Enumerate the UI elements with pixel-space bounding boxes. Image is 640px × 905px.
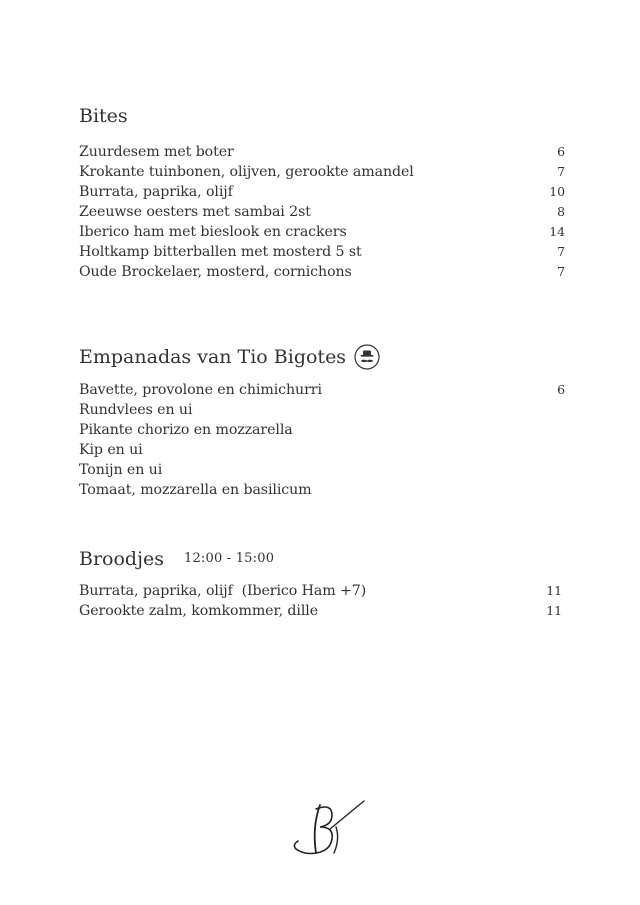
broodjes-list (79, 581, 562, 621)
item-price: 10 (549, 184, 565, 199)
empanadas-title (79, 344, 565, 370)
item-price: 14 (549, 224, 565, 239)
menu-item (79, 440, 565, 460)
menu-item (79, 581, 562, 601)
menu-item (79, 202, 565, 222)
menu-item (79, 460, 565, 480)
item-name: Holtkamp bitterballen met mosterd 5 st (79, 244, 362, 260)
item-price: 6 (557, 144, 565, 159)
item-name: Burrata, paprika, olijf (Iberico Ham +7) (79, 583, 367, 599)
item-name: Zuurdesem met boter (79, 144, 234, 160)
broodjes-section (79, 547, 562, 621)
item-name: Krokante tuinbonen, olijven, gerookte amandel (79, 164, 414, 180)
menu-item (79, 380, 565, 400)
item-price: 7 (557, 164, 565, 179)
item-name: Gerookte zalm, komkommer, dille (79, 603, 319, 619)
broodjes-title-text: Broodjes (79, 548, 164, 570)
menu-item (79, 400, 565, 420)
menu-item (79, 480, 565, 500)
broodjes-hours: 12:00 - 15:00 (183, 551, 275, 566)
menu-item (79, 242, 565, 262)
item-name: Iberico ham met bieslook en crackers (79, 224, 347, 240)
empanadas-title-text: Empanadas van Tio Bigotes (79, 346, 347, 368)
item-name: Oude Brockelaer, mosterd, cornichons (79, 264, 352, 280)
item-name: Rundvlees en ui (79, 402, 193, 418)
broodjes-title (79, 547, 562, 571)
item-name: Tonijn en ui (79, 462, 163, 478)
tio-bigotes-logo-icon (354, 344, 380, 370)
item-name: Bavette, provolone en chimichurri (79, 382, 322, 398)
menu-item (79, 182, 565, 202)
empanadas-section (79, 344, 565, 500)
item-name: Kip en ui (79, 442, 143, 458)
menu-item (79, 162, 565, 182)
item-price: 11 (546, 603, 562, 618)
item-price: 11 (546, 583, 562, 598)
bk-monogram-icon (286, 795, 370, 865)
item-name: Pikante chorizo en mozzarella (79, 422, 293, 438)
item-price: 6 (557, 382, 565, 397)
bites-title: Bites (79, 105, 128, 127)
item-name: Tomaat, mozzarella en basilicum (79, 482, 312, 498)
item-price: 8 (557, 204, 565, 219)
menu-item (79, 142, 565, 162)
item-name: Zeeuwse oesters met sambai 2st (79, 204, 311, 220)
menu-item (79, 420, 565, 440)
item-name: Burrata, paprika, olijf (79, 184, 233, 200)
empanadas-list (79, 380, 565, 500)
bites-list (79, 142, 565, 282)
bites-section (79, 104, 565, 282)
item-price: 7 (557, 244, 565, 259)
item-price: 7 (557, 264, 565, 279)
menu-item (79, 601, 562, 621)
menu-item (79, 222, 565, 242)
menu-item (79, 262, 565, 282)
